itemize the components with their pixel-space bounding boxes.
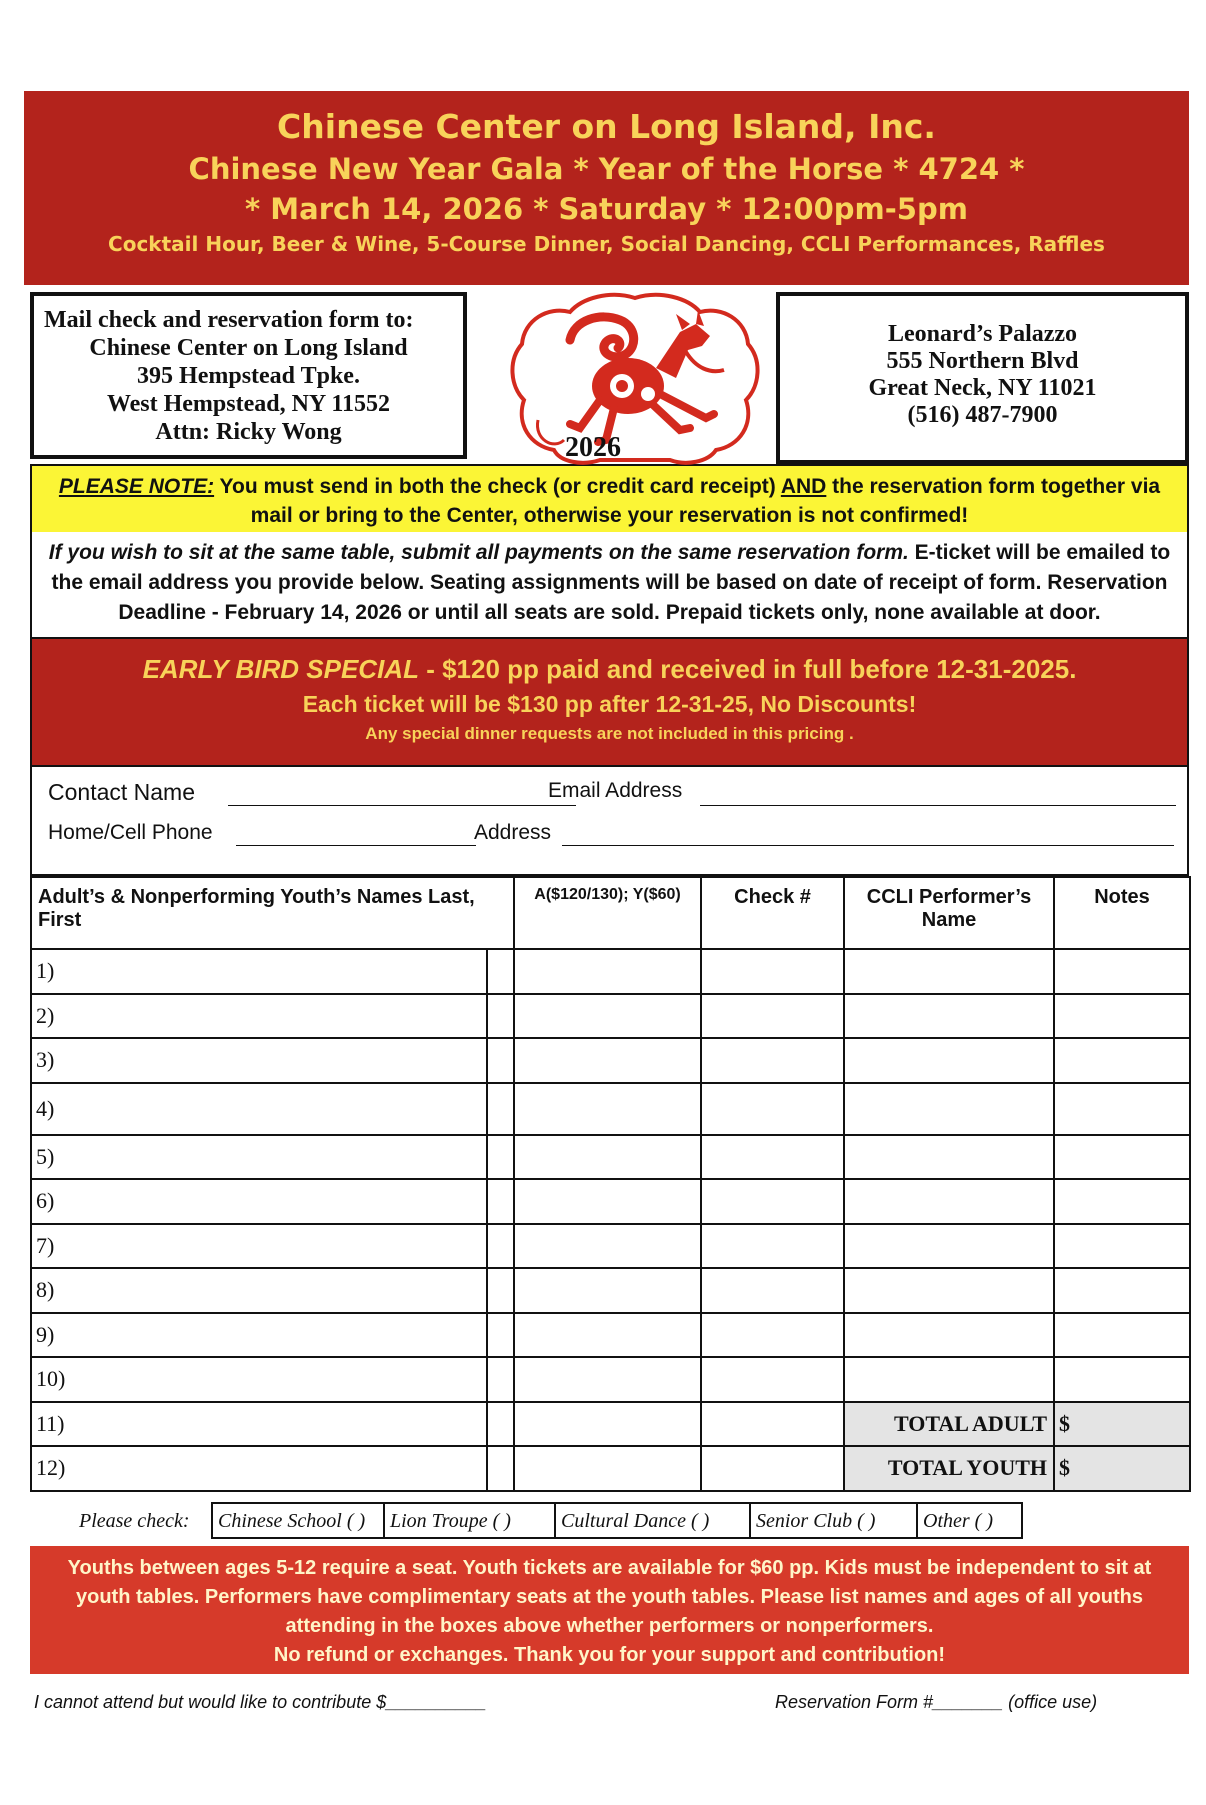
venue-box [776,292,1189,464]
venue-line: 555 Northern Blvd [886,348,1079,374]
early-bird-line-3: Any special dinner requests are not included in this pricing . [365,724,854,743]
please-note [32,466,1187,532]
mail-to-box [30,292,467,459]
footer [24,1684,1189,1724]
row-number[interactable]: 2) [31,994,487,1039]
table-row [31,1179,1190,1224]
table-row [31,949,1190,994]
seating-info-italic: If you wish to sit at the same table, submit all payments on the same reservation form. [48,541,909,564]
cell[interactable] [1054,1083,1190,1135]
form-number-line: Reservation Form #_______ (office use) [775,1691,1098,1712]
mail-to-line: Chinese Center on Long Island [89,335,408,361]
refund-note: No refund or exchanges. Thank you for your support and contribution! [273,1643,946,1666]
cell[interactable] [701,1402,844,1447]
early-bird-line-2: Each ticket will be $130 pp after 12-31-25, No Discounts! [302,691,917,717]
mail-to-line: 395 Hempstead Tpke. [137,363,360,389]
row-number[interactable]: 3) [31,1038,487,1083]
phone-field[interactable] [236,845,476,846]
table-row [31,1083,1190,1135]
org-name: Chinese Center on Long Island, Inc. [277,107,936,146]
contribute-line[interactable]: I cannot attend but would like to contribute $__________ [34,1691,487,1712]
check-cultural-dance[interactable]: Cultural Dance ( ) [554,1502,751,1539]
venue-line: Leonard’s Palazzo [887,321,1078,347]
table-row [31,1224,1190,1269]
attendee-table [30,876,1191,1492]
note-text: You must send in both the check (or credit card receipt) [214,475,781,498]
check-chinese-school[interactable]: Chinese School ( ) [211,1502,385,1539]
email-field[interactable] [700,805,1176,806]
check-lion-troupe[interactable]: Lion Troupe ( ) [383,1502,556,1539]
notice-section [30,464,1189,639]
youth-info-section [30,1546,1189,1674]
cell[interactable] [701,1268,844,1313]
table-header-row [31,877,1190,949]
seating-info [32,532,1187,637]
cell[interactable] [514,1313,701,1358]
total-youth-value[interactable]: $ [1054,1446,1190,1491]
cell[interactable] [514,949,701,994]
cell[interactable] [487,1135,514,1180]
please-check-label: Please check: [79,1509,190,1532]
note-label: PLEASE NOTE: [58,475,215,498]
row-number[interactable]: 5) [31,1135,487,1180]
cell[interactable] [701,1313,844,1358]
cell[interactable] [514,1083,701,1135]
header-banner [24,91,1189,285]
contact-name-label: Contact Name [48,779,196,805]
cell[interactable] [1054,1268,1190,1313]
reservation-form [24,91,1189,1724]
mail-to-line: Attn: Ricky Wong [155,419,342,445]
cell[interactable] [487,994,514,1039]
cell[interactable] [701,1179,844,1224]
cell[interactable] [844,1038,1054,1083]
youth-info-text: Youths between ages 5-12 require a seat. Youth tickets are available for $60 pp. Kids must be independent to sit at youth tables. Performers have complimentary seats at the youth tables. Please list names and ages of all youths attending in the boxes above whether performers or nonperformers. [67,1556,1152,1637]
cell[interactable] [1054,949,1190,994]
cell[interactable] [1054,1038,1190,1083]
row-number[interactable]: 7) [31,1224,487,1269]
cell[interactable] [1054,1224,1190,1269]
event-title: Chinese New Year Gala * Year of the Horse * 4724 * [188,152,1025,186]
venue-line: Great Neck, NY 11021 [868,375,1097,401]
event-date: * March 14, 2026 * Saturday * 12:00pm-5pm [245,192,968,226]
venue-line: (516) 487-7900 [907,402,1058,428]
cell[interactable] [844,1179,1054,1224]
cell[interactable] [844,1224,1054,1269]
check-senior-club[interactable]: Senior Club ( ) [749,1502,918,1539]
cell[interactable] [514,994,701,1039]
cell[interactable] [487,1268,514,1313]
contact-name-field[interactable] [228,805,576,806]
cell[interactable] [514,1179,701,1224]
total-adult-label: TOTAL ADULT [844,1402,1054,1447]
address-label: Address [474,821,552,844]
cell[interactable] [701,994,844,1039]
cell[interactable] [487,1179,514,1224]
cell[interactable] [514,1446,701,1491]
cell[interactable] [701,1038,844,1083]
cell[interactable] [844,1135,1054,1180]
cell[interactable] [701,1357,844,1402]
early-bird-section [30,639,1189,767]
table-row [31,1446,1190,1491]
cell[interactable] [487,949,514,994]
check-other[interactable]: Other ( ) [916,1502,1023,1539]
cell[interactable] [487,1038,514,1083]
row-number[interactable]: 9) [31,1313,487,1358]
total-adult-value[interactable]: $ [1054,1402,1190,1447]
row-number[interactable]: 10) [31,1357,487,1402]
cell[interactable] [514,1402,701,1447]
row-number[interactable]: 1) [31,949,487,994]
cell[interactable] [701,1135,844,1180]
cell[interactable] [1054,994,1190,1039]
row-number[interactable]: 4) [31,1083,487,1135]
cell[interactable] [514,1357,701,1402]
email-label: Email Address [548,779,683,802]
table-row [31,994,1190,1039]
cell[interactable] [844,1313,1054,1358]
cell[interactable] [514,1038,701,1083]
cell[interactable] [844,1268,1054,1313]
cell[interactable] [487,1083,514,1135]
row-number[interactable]: 8) [31,1268,487,1313]
cell[interactable] [844,994,1054,1039]
mail-to-heading: Mail check and reservation form to: [44,307,414,333]
col-header-price: A($120/130); Y($60) [514,877,701,949]
cell[interactable] [487,1446,514,1491]
cell[interactable] [701,949,844,994]
cell[interactable] [514,1268,701,1313]
cell[interactable] [487,1224,514,1269]
table-row [31,1402,1190,1447]
table-row [31,1268,1190,1313]
cell[interactable] [487,1313,514,1358]
table-row [31,1357,1190,1402]
cell[interactable] [1054,1135,1190,1180]
col-header-check: Check # [701,877,844,949]
col-header-notes: Notes [1054,877,1190,949]
cell[interactable] [701,1446,844,1491]
total-youth-label: TOTAL YOUTH [844,1446,1054,1491]
cell[interactable] [514,1224,701,1269]
cell[interactable] [514,1135,701,1180]
phone-label: Home/Cell Phone [48,821,213,844]
group-checklist [24,1502,1189,1546]
horse-emblem-icon [510,290,760,466]
address-row [24,292,1189,464]
row-number[interactable]: 12) [31,1446,487,1491]
seating-info-text: E-ticket will be emailed to the email address you provide below. Seating assignments will be based on date of receipt of form. Reservation Deadline - February 14, 2026 or until all seats are sold. Prepaid tickets only, none available at door. [51,541,1171,624]
cell[interactable] [1054,1313,1190,1358]
note-and: AND [780,475,827,498]
address-field[interactable] [562,845,1174,846]
col-header-names: Adult’s & Nonperforming Youth’s Names Last, First [31,877,514,949]
logo-year: 2026 [565,432,621,463]
early-bird-title: EARLY BIRD SPECIAL [142,654,419,684]
early-bird-price: - $120 pp paid and received in full before 12-31-2025. [418,654,1077,684]
cell[interactable] [844,949,1054,994]
row-number[interactable]: 6) [31,1179,487,1224]
cell[interactable] [487,1357,514,1402]
table-row [31,1135,1190,1180]
cell[interactable] [1054,1357,1190,1402]
cell[interactable] [844,1357,1054,1402]
event-features: Cocktail Hour, Beer & Wine, 5-Course Dinner, Social Dancing, CCLI Performances, Raffles [108,232,1105,256]
table-row [31,1038,1190,1083]
col-header-performer: CCLI Performer’s Name [844,877,1054,949]
cell[interactable] [701,1224,844,1269]
row-number[interactable]: 11) [31,1402,487,1447]
cell[interactable] [701,1083,844,1135]
cell[interactable] [1054,1179,1190,1224]
early-bird-line-1 [32,654,1187,685]
cell[interactable] [487,1402,514,1447]
contact-section [30,767,1189,876]
mail-to-line: West Hempstead, NY 11552 [106,391,391,417]
note-text-2: the reservation form together via mail or bring to the Center, otherwise your reservation is not confirmed! [250,475,1161,527]
table-row [31,1313,1190,1358]
cell[interactable] [844,1083,1054,1135]
